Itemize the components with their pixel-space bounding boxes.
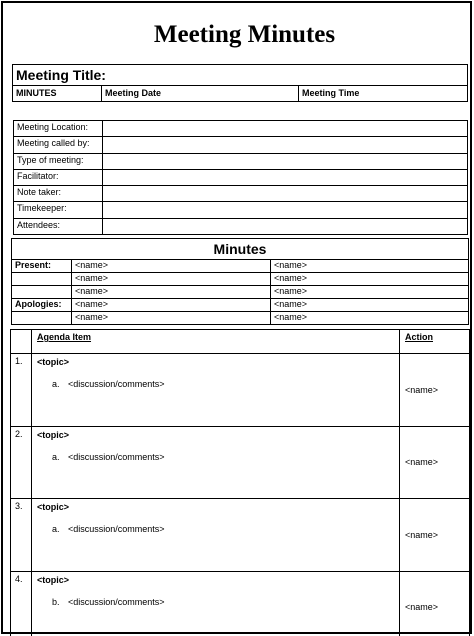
discussion-text[interactable]: <discussion/comments> — [68, 379, 165, 389]
discussion-letter: a. — [52, 379, 60, 389]
agenda-topic[interactable]: <topic> — [37, 429, 70, 440]
agenda-topic[interactable]: <topic> — [37, 574, 70, 585]
name-placeholder[interactable]: <name> — [271, 273, 469, 286]
info-label: Facilitator: — [14, 169, 103, 185]
name-placeholder[interactable]: <name> — [271, 286, 469, 299]
present-label: Present: — [12, 260, 72, 273]
name-placeholder[interactable]: <name> — [72, 260, 271, 273]
action-header-text: Action — [405, 332, 433, 342]
discussion-text[interactable]: <discussion/comments> — [68, 524, 165, 534]
agenda-item-header — [32, 330, 400, 354]
agenda-number-header — [11, 330, 32, 354]
agenda-row — [11, 354, 470, 427]
apologies-label: Apologies: — [12, 299, 72, 312]
name-placeholder[interactable]: <name> — [72, 273, 271, 286]
meeting-info-table — [13, 120, 468, 235]
agenda-number: 4. — [11, 571, 32, 636]
minutes-heading: Minutes — [12, 239, 469, 260]
agenda-number: 3. — [11, 499, 32, 572]
name-placeholder[interactable]: <name> — [271, 260, 469, 273]
discussion-text[interactable]: <discussion/comments> — [68, 451, 165, 462]
info-value-field[interactable] — [103, 218, 468, 234]
info-value-field[interactable] — [103, 137, 468, 153]
action-owner[interactable]: <name> — [400, 571, 470, 636]
agenda-row — [11, 426, 470, 499]
name-placeholder[interactable]: <name> — [72, 312, 271, 325]
info-label: Type of meeting: — [14, 153, 103, 169]
discussion-letter: b. — [52, 596, 60, 607]
meeting-title-label: Meeting Title: — [13, 65, 468, 86]
info-value-field[interactable] — [103, 169, 468, 185]
agenda-row — [11, 499, 470, 572]
agenda-number: 2. — [11, 426, 32, 499]
info-value-field[interactable] — [103, 153, 468, 169]
name-placeholder[interactable]: <name> — [271, 312, 469, 325]
agenda-topic[interactable]: <topic> — [37, 502, 70, 512]
meeting-time-label: Meeting Time — [299, 86, 468, 102]
agenda-item-cell[interactable] — [32, 426, 400, 499]
info-value-field[interactable] — [103, 121, 468, 137]
minutes-label: MINUTES — [13, 86, 102, 102]
minutes-table — [11, 238, 469, 325]
empty-label-cell — [12, 312, 72, 325]
meeting-header-table — [12, 64, 468, 102]
agenda-item-header-text: Agenda Item — [37, 332, 92, 342]
agenda-item-cell[interactable] — [32, 354, 400, 427]
action-header — [400, 330, 470, 354]
info-label: Meeting called by: — [14, 137, 103, 153]
discussion-letter: a. — [52, 451, 60, 462]
agenda-number: 1. — [11, 354, 32, 427]
info-label: Note taker: — [14, 186, 103, 202]
document-page — [1, 1, 472, 634]
action-owner[interactable]: <name> — [400, 354, 470, 427]
agenda-topic[interactable]: <topic> — [37, 357, 70, 367]
name-placeholder[interactable]: <name> — [72, 299, 271, 312]
discussion-text[interactable]: <discussion/comments> — [68, 596, 165, 607]
info-value-field[interactable] — [103, 186, 468, 202]
discussion-letter: a. — [52, 524, 60, 534]
agenda-row — [11, 571, 470, 636]
agenda-table — [10, 329, 470, 636]
info-label: Timekeeper: — [14, 202, 103, 218]
agenda-item-cell[interactable] — [32, 571, 400, 636]
name-placeholder[interactable]: <name> — [72, 286, 271, 299]
action-owner[interactable]: <name> — [400, 426, 470, 499]
empty-label-cell — [12, 286, 72, 299]
name-placeholder[interactable]: <name> — [271, 299, 469, 312]
agenda-item-cell[interactable] — [32, 499, 400, 572]
page-title: Meeting Minutes — [153, 21, 336, 48]
meeting-date-label: Meeting Date — [102, 86, 299, 102]
info-label: Attendees: — [14, 218, 103, 234]
empty-label-cell — [12, 273, 72, 286]
action-owner[interactable]: <name> — [400, 499, 470, 572]
info-label: Meeting Location: — [14, 121, 103, 137]
info-value-field[interactable] — [103, 202, 468, 218]
